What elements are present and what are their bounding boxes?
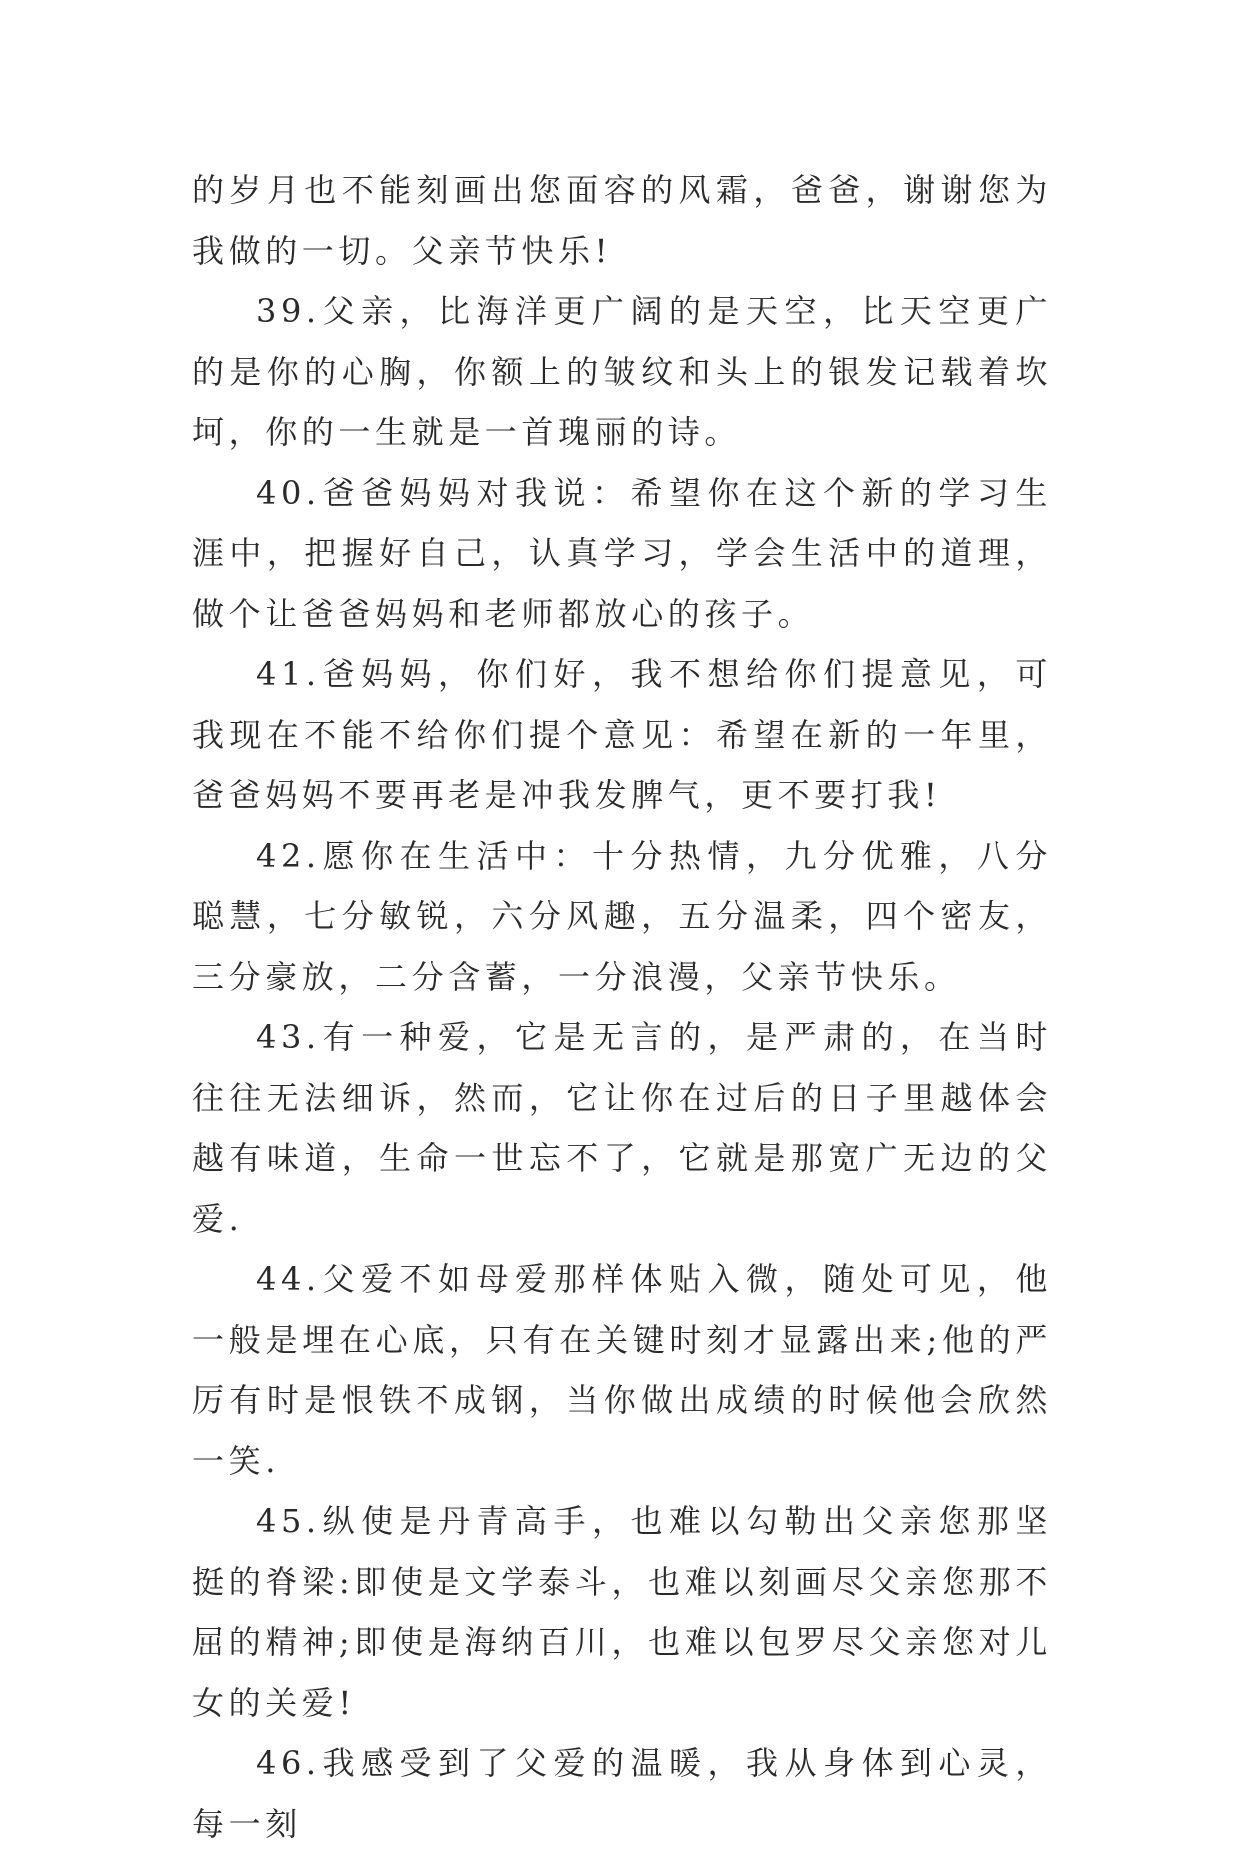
document-page: [192, 160, 1052, 1854]
paragraph-43: 43.有一种爱，它是无言的，是严肃的，在当时往往无法细诉，然而，它让你在过后的日子里越体会越有味道，生命一世忘不了，它就是那宽广无边的父爱.: [192, 1018, 1052, 1238]
paragraph-40: 40.爸爸妈妈对我说：希望你在这个新的学习生涯中，把握好自己，认真学习，学会生活中的道理，做个让爸爸妈妈和老师都放心的孩子。: [192, 473, 1052, 633]
paragraph-44: 44.父爱不如母爱那样体贴入微，随处可见，他一般是埋在心底，只有在关键时刻才显露出来;他的严厉有时是恨铁不成钢，当你做出成绩的时候他会欣然一笑.: [192, 1260, 1052, 1480]
paragraph-39: 39.父亲，比海洋更广阔的是天空，比天空更广的是你的心胸，你额上的皱纹和头上的银发记载着坎坷，你的一生就是一首瑰丽的诗。: [192, 292, 1052, 451]
paragraph-45: 45.纵使是丹青高手，也难以勾勒出父亲您那坚挺的脊梁:即使是文学泰斗，也难以刻画尽父亲您那不屈的精神;即使是海纳百川，也难以包罗尽父亲您对儿女的关爱!: [192, 1502, 1052, 1722]
paragraph-continuation: 的岁月也不能刻画出您面容的风霜，爸爸，谢谢您为我做的一切。父亲节快乐!: [192, 171, 1052, 270]
paragraph-42: 42.愿你在生活中：十分热情，九分优雅，八分聪慧，七分敏锐，六分风趣，五分温柔，四个密友，三分豪放，二分含蓄，一分浪漫，父亲节快乐。: [192, 836, 1052, 996]
paragraph-46: 46.我感受到了父爱的温暖，我从身体到心灵，每一刻: [192, 1744, 1052, 1843]
paragraph-41: 41.爸妈妈，你们好，我不想给你们提意见，可我现在不能不给你们提个意见：希望在新的一年里，爸爸妈妈不要再老是冲我发脾气，更不要打我!: [192, 655, 1052, 814]
